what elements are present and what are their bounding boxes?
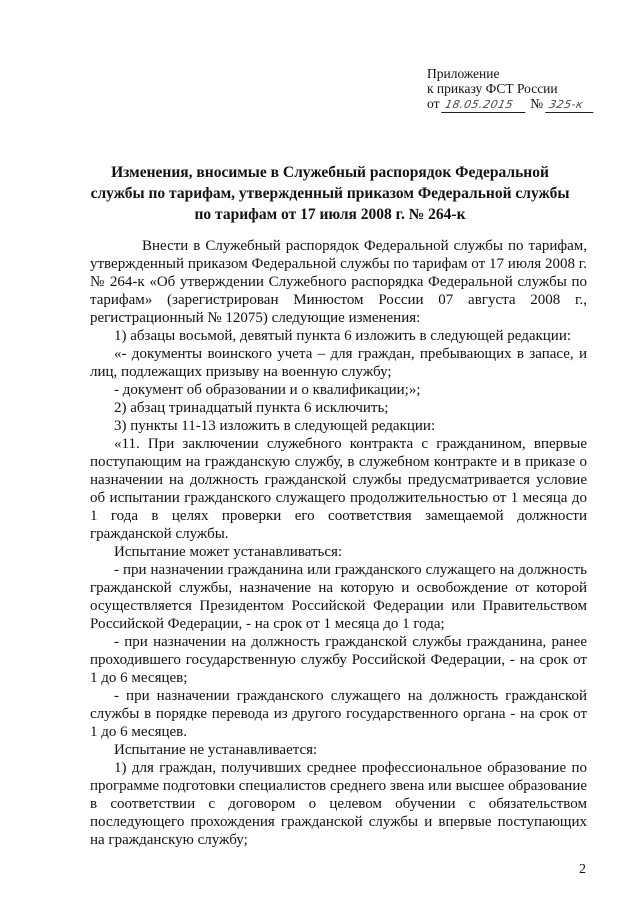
number-label: № [530, 96, 544, 111]
paragraph: 1) для граждан, получивших среднее профессиональное образование по программе подготовки специалистов среднего звена или высшее образование в соответствии с договором о целевом обучении с обязательством последующего прохождения гражданской службы и впервые поступающих на гражданскую службу; [90, 760, 587, 848]
handwritten-number: 325-к [545, 97, 596, 113]
appendix-date-number-line [427, 96, 607, 113]
handwritten-date: 18.05.2015 [441, 97, 528, 113]
appendix-block [427, 66, 607, 113]
paragraph: - при назначении на должность гражданской службы гражданина, ранее проходившего государственную службу Российской Федерации, - на срок от 1 до 6 месяцев; [90, 634, 587, 686]
document-title: Изменения, вносимые в Служебный распорядок Федеральной службы по тарифам, утвержденный приказом Федеральной службы по тарифам от 17 июля 2008 г. № 264-к [90, 164, 570, 223]
paragraph-intro: Внести в Служебный распорядок Федеральной службы по тарифам, утвержденный приказом Федеральной службы по тарифам от 17 июля 2008 г. № 264-к «Об утверждении Служебного распорядка Федеральной службы по тарифам» (зарегистрирован Минюстом России 07 августа 2008 г., регистрационный № 12075) следующие изменения: [90, 238, 587, 326]
paragraph: Испытание не устанавливается: [114, 742, 318, 758]
paragraph: - при назначении гражданского служащего на должность гражданской службы в порядке перевода из другого государственного органа - на срок от 1 до 6 месяцев. [90, 688, 587, 740]
paragraph: «11. При заключении служебного контракта с гражданином, впервые поступающим на гражданскую службу, в служебном контракте и в приказе о назначении на должность гражданской службы предусматривается условие об испытании гражданского служащего продолжительностью от 1 месяца до 1 года в целях проверки его соответствия замещаемой должности гражданской службы. [90, 436, 587, 542]
paragraph: 3) пункты 11-13 изложить в следующей редакции: [114, 418, 436, 434]
page-number: 2 [579, 862, 586, 877]
paragraph: - документ об образовании и о квалификации;»; [114, 382, 421, 398]
paragraph: «- документы воинского учета – для граждан, пребывающих в запасе, и лиц, подлежащих призыву на военную службу; [90, 346, 587, 380]
appendix-heading: Приложение [427, 66, 500, 81]
from-label: от [427, 96, 440, 111]
paragraph: 2) абзац тринадцатый пункта 6 исключить; [114, 400, 389, 416]
document-body [90, 237, 587, 849]
paragraph: Испытание может устанавливаться: [114, 544, 343, 560]
paragraph: - при назначении гражданина или гражданского служащего на должность гражданской службы, назначение на которую и освобождение от которой осуществляется Президентом Российской Федерации или Правительством Российской Федерации, - на срок от 1 месяца до 1 года; [90, 562, 587, 632]
appendix-order-ref: к приказу ФСТ России [427, 81, 558, 96]
paragraph: 1) абзацы восьмой, девятый пункта 6 изложить в следующей редакции: [114, 328, 572, 344]
